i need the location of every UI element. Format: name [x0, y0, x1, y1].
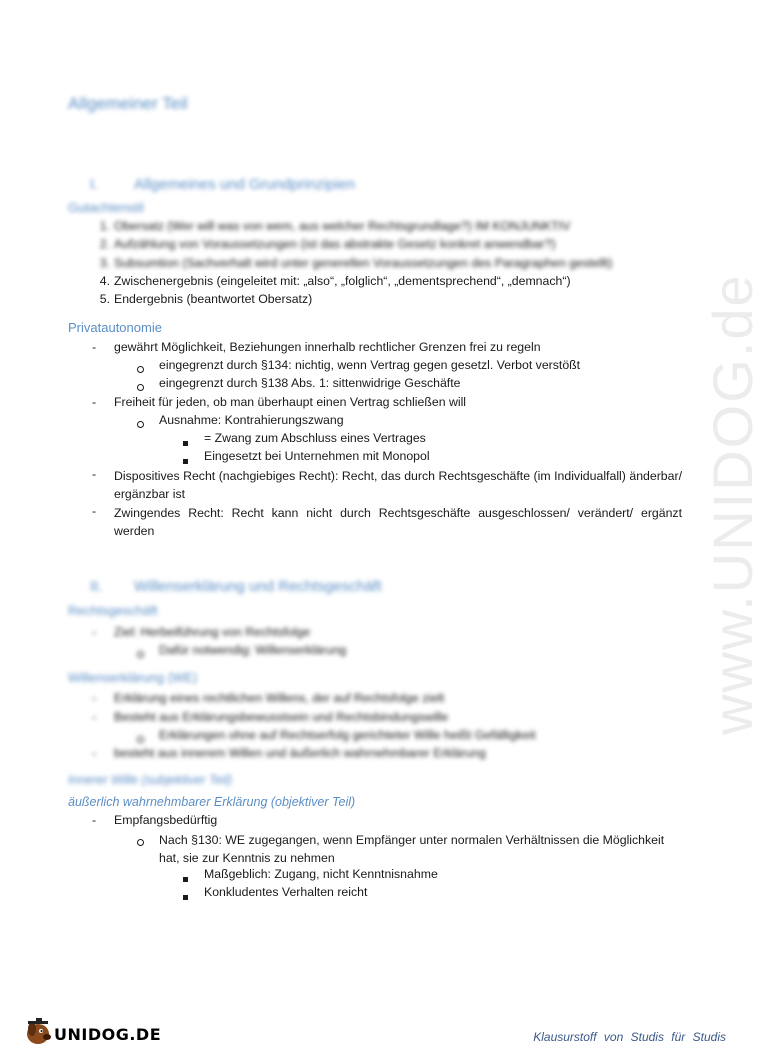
subheading-privatautonomie: Privatautonomie [68, 320, 162, 335]
section-1-heading: Allgemeines und Grundprinzipien [134, 176, 355, 193]
square-bullet-icon [183, 453, 188, 467]
bullet-text: Dafür notwendig: Willenserklärung [159, 643, 347, 657]
bullet-text: Ausnahme: Kontrahierungszwang [159, 413, 344, 427]
watermark: www.UNIDOG.de [701, 273, 764, 735]
subheading-willenserklaerung: Willenserklärung (WE) [68, 670, 198, 685]
bullet-text: Maßgeblich: Zugang, nicht Kenntnisnahme [204, 867, 438, 881]
bullet-text: Empfangsbedürftig [114, 813, 218, 827]
circle-bullet-icon [137, 732, 144, 746]
bullet-text: gewährt Möglichkeit, Beziehungen innerhalb rechtlicher Grenzen frei zu regeln [114, 340, 541, 354]
square-bullet-icon [183, 435, 188, 449]
bullet-text: besteht aus innerem Willen und äußerlich wahrnehmbarer Erklärung [114, 746, 486, 760]
logo-text: UNIDOG.DE [54, 1025, 162, 1044]
bullet-text: Dispositives Recht (nachgiebiges Recht): Recht, das durch Rechtsgeschäfte (im Individualfall) änderbar/ ergänzbar ist [114, 469, 682, 501]
circle-bullet-icon [137, 417, 144, 431]
bullet-text: Freiheit für jeden, ob man überhaupt einen Vertrag schließen will [114, 395, 467, 409]
dash-bullet: - [92, 710, 97, 724]
subheading-rechtsgeschaeft: Rechtsgeschäft [68, 603, 158, 618]
unidog-logo [24, 1015, 162, 1049]
bullet-text: Zwingendes Recht: Recht kann nicht durch Rechtsgeschäfte ausgeschlossen/ verändert/ ergänzt werden [114, 506, 682, 538]
bullet-text: = Zwang zum Abschluss eines Vertrages [204, 431, 426, 445]
circle-bullet-icon [137, 362, 144, 376]
bullet-text: Erklärung eines rechtlichen Willens, der auf Rechtsfolge zielt [114, 691, 445, 705]
dash-bullet: - [92, 467, 97, 481]
page-title: Allgemeiner Teil [68, 94, 188, 113]
bullet-text: eingegrenzt durch §134: nichtig, wenn Vertrag gegen gesetzl. Verbot verstößt [159, 358, 581, 372]
square-bullet-icon [183, 889, 188, 903]
section-2-heading: Willenserklärung und Rechtsgeschäft [134, 578, 382, 595]
subheading-gutachtenstil: Gutachtenstil [68, 200, 144, 215]
circle-bullet-icon [137, 380, 144, 394]
bullet-text: Eingesetzt bei Unternehmen mit Monopol [204, 449, 430, 463]
section-1-number: I. [90, 176, 99, 193]
dash-bullet: - [92, 746, 97, 760]
bullet-text: Erklärungen ohne auf Rechtserfolg gerichteter Wille heißt Gefälligkeit [159, 728, 536, 742]
bullet-text: Ziel: Herbeiführung von Rechtsfolge [114, 625, 311, 639]
bullet-text: eingegrenzt durch §138 Abs. 1: sittenwidrige Geschäfte [159, 376, 461, 390]
bullet-text: Nach §130: WE zugegangen, wenn Empfänger unter normalen Verhältnissen die Möglichkeit hat, sie zur Kenntnis zu nehmen [159, 833, 665, 865]
section-2-number: II. [90, 578, 103, 595]
circle-bullet-icon [137, 835, 144, 849]
dash-bullet: - [92, 691, 97, 705]
subheading-innerer-wille: Innerer Wille (subjektiver Teil) [68, 773, 233, 787]
dash-bullet: - [92, 395, 97, 409]
square-bullet-icon [183, 871, 188, 885]
dash-bullet: - [92, 504, 97, 518]
subheading-aeusserlich: äußerlich wahrnehmbarer Erklärung (objektiver Teil) [68, 795, 356, 809]
bullet-text: Konkludentes Verhalten reicht [204, 885, 368, 899]
dash-bullet: - [92, 813, 97, 827]
bullet-text: Besteht aus Erklärungsbewusstsein und Rechtsbindungswille [114, 710, 449, 724]
circle-bullet-icon [137, 647, 144, 661]
footer-tagline: Klausurstoff von Studis für Studis [533, 1030, 726, 1044]
dash-bullet: - [92, 340, 97, 354]
dash-bullet: - [92, 625, 97, 639]
